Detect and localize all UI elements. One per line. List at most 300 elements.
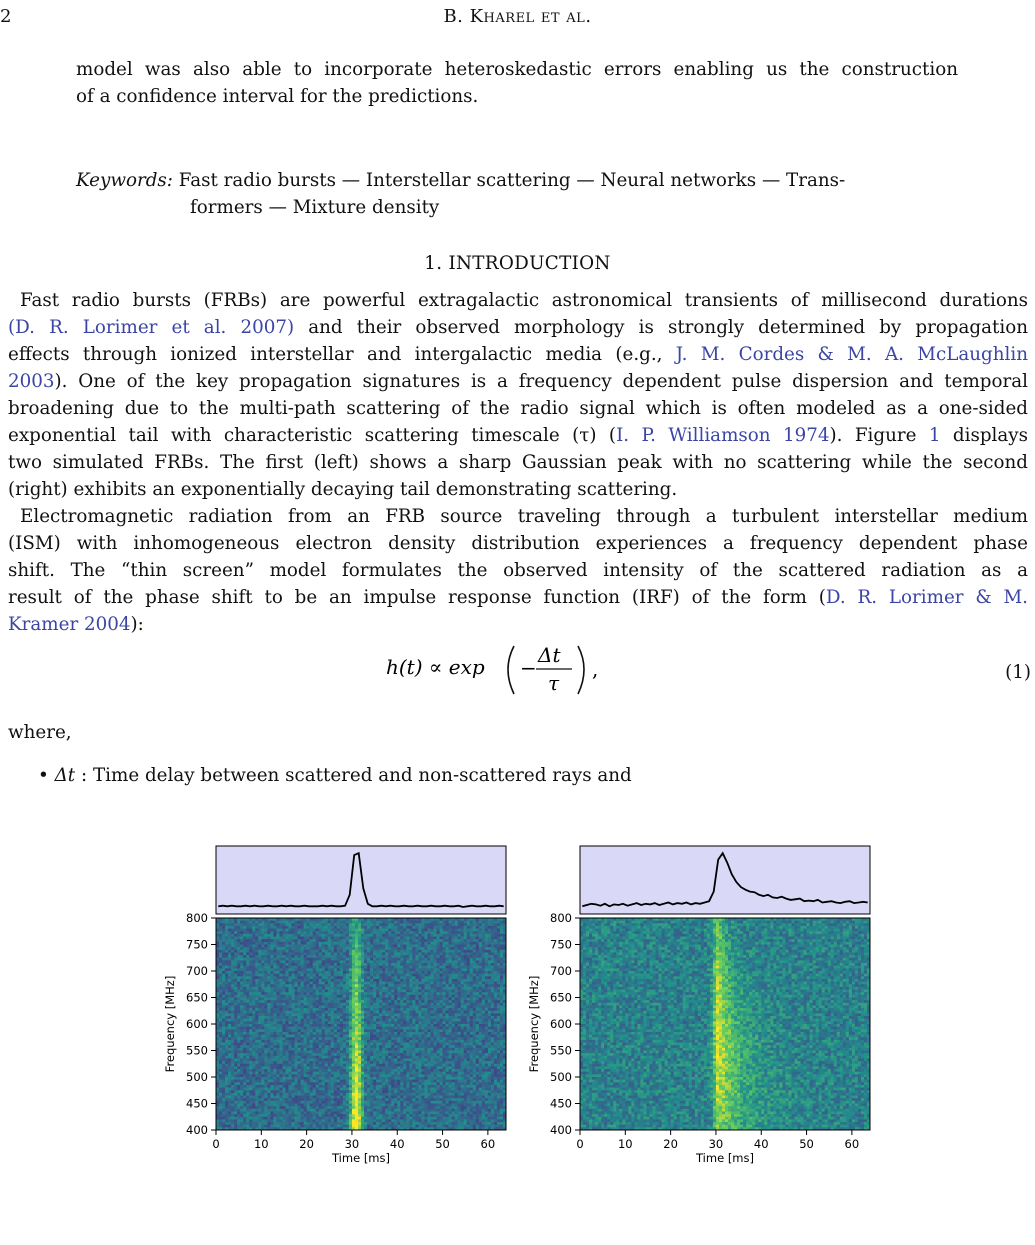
heatmap-cell <box>307 942 310 945</box>
heatmap-cell <box>325 960 328 963</box>
heatmap-cell <box>292 1037 295 1040</box>
heatmap-cell <box>319 1011 322 1014</box>
heatmap-cell <box>434 1032 437 1035</box>
heatmap-cell <box>418 1040 421 1043</box>
heatmap-cell <box>352 921 355 924</box>
heatmap-cell <box>497 992 500 995</box>
heatmap-cell <box>476 1029 479 1032</box>
citation-link[interactable]: (D. R. Lorimer et al. 2007) <box>8 317 295 338</box>
heatmap-cell <box>273 1011 276 1014</box>
heatmap-cell <box>276 1013 279 1016</box>
heatmap-cell <box>470 998 473 1001</box>
heatmap-cell <box>485 1024 488 1027</box>
heatmap-cell <box>434 979 437 982</box>
heatmap-cell <box>243 990 246 993</box>
heatmap-cell <box>394 992 397 995</box>
heatmap-cell <box>382 976 385 979</box>
heatmap-cell <box>264 955 267 958</box>
heatmap-cell <box>500 1024 503 1027</box>
heatmap-cell <box>479 1011 482 1014</box>
heatmap-cell <box>385 1037 388 1040</box>
heatmap-cell <box>427 923 430 926</box>
heatmap-cell <box>364 1045 367 1048</box>
heatmap-cell <box>237 950 240 953</box>
citation-link[interactable]: D. R. Lorimer & M. <box>825 587 1028 608</box>
heatmap-cell <box>337 1053 340 1056</box>
heatmap-cell <box>355 982 358 985</box>
heatmap-cell <box>298 1043 301 1046</box>
heatmap-cell <box>355 1035 358 1038</box>
heatmap-cell <box>264 952 267 955</box>
heatmap-cell <box>497 963 500 966</box>
heatmap-cell <box>228 1032 231 1035</box>
heatmap-cell <box>361 945 364 948</box>
heatmap-cell <box>382 1008 385 1011</box>
heatmap-cell <box>328 968 331 971</box>
heatmap-cell <box>446 947 449 950</box>
heatmap-cell <box>343 1032 346 1035</box>
heatmap-cell <box>355 1043 358 1046</box>
heatmap-cell <box>349 963 352 966</box>
heatmap-cell <box>234 960 237 963</box>
heatmap-cell <box>470 937 473 940</box>
heatmap-cell <box>225 1035 228 1038</box>
heatmap-cell <box>421 950 424 953</box>
heatmap-cell <box>273 942 276 945</box>
heatmap-cell <box>310 1024 313 1027</box>
heatmap-cell <box>343 990 346 993</box>
heatmap-cell <box>364 998 367 1001</box>
heatmap-cell <box>316 1000 319 1003</box>
heatmap-cell <box>337 939 340 942</box>
heatmap-cell <box>455 950 458 953</box>
heatmap-cell <box>328 1043 331 1046</box>
citation-link[interactable]: I. P. Williamson 1974 <box>616 425 830 446</box>
heatmap-cell <box>225 929 228 932</box>
heatmap-cell <box>325 921 328 924</box>
heatmap-cell <box>289 1003 292 1006</box>
heatmap-cell <box>434 968 437 971</box>
heatmap-cell <box>367 984 370 987</box>
heatmap-cell <box>325 976 328 979</box>
heatmap-cell <box>243 1043 246 1046</box>
heatmap-cell <box>240 987 243 990</box>
heatmap-cell <box>249 934 252 937</box>
heatmap-cell <box>343 1027 346 1030</box>
heatmap-cell <box>337 1005 340 1008</box>
para2-line: shift. The “thin screen” model formulates the observed intensity of the scattered radiation as a <box>8 560 1028 581</box>
heatmap-cell <box>219 966 222 969</box>
heatmap-cell <box>285 1048 288 1051</box>
heatmap-cell <box>367 1024 370 1027</box>
heatmap-cell <box>255 974 258 977</box>
heatmap-cell <box>461 1032 464 1035</box>
heatmap-cell <box>298 1029 301 1032</box>
heatmap-cell <box>340 1005 343 1008</box>
heatmap-cell <box>412 1035 415 1038</box>
heatmap-cell <box>443 1035 446 1038</box>
heatmap-cell <box>255 952 258 955</box>
heatmap-cell <box>304 921 307 924</box>
heatmap-cell <box>355 923 358 926</box>
heatmap-cell <box>246 1053 249 1056</box>
heatmap-cell <box>289 1048 292 1051</box>
heatmap-cell <box>437 966 440 969</box>
heatmap-cell <box>394 1035 397 1038</box>
heatmap-cell <box>367 966 370 969</box>
heatmap-cell <box>316 1016 319 1019</box>
heatmap-cell <box>379 984 382 987</box>
heatmap-cell <box>449 942 452 945</box>
heatmap-cell <box>352 937 355 940</box>
heatmap-cell <box>467 974 470 977</box>
heatmap-cell <box>379 971 382 974</box>
heatmap-cell <box>343 1053 346 1056</box>
heatmap-cell <box>216 960 219 963</box>
heatmap-cell <box>494 1019 497 1022</box>
heatmap-cell <box>430 968 433 971</box>
heatmap-cell <box>322 1048 325 1051</box>
heatmap-cell <box>313 945 316 948</box>
heatmap-cell <box>316 990 319 993</box>
heatmap-cell <box>364 955 367 958</box>
heatmap-cell <box>228 1048 231 1051</box>
heatmap-cell <box>361 1019 364 1022</box>
heatmap-cell <box>304 1000 307 1003</box>
heatmap-cell <box>391 1016 394 1019</box>
heatmap-cell <box>461 1021 464 1024</box>
heatmap-cell <box>373 992 376 995</box>
heatmap-cell <box>255 1037 258 1040</box>
heatmap-cell <box>482 1027 485 1030</box>
heatmap-cell <box>373 974 376 977</box>
heatmap-cell <box>488 1021 491 1024</box>
heatmap-cell <box>415 1040 418 1043</box>
heatmap-cell <box>406 998 409 1001</box>
heatmap-cell <box>358 966 361 969</box>
heatmap-cell <box>282 1035 285 1038</box>
heatmap-cell <box>352 1043 355 1046</box>
heatmap-cell <box>343 1016 346 1019</box>
heatmap-cell <box>430 1008 433 1011</box>
heatmap-cell <box>397 931 400 934</box>
heatmap-cell <box>246 1016 249 1019</box>
heatmap-cell <box>225 921 228 924</box>
heatmap-cell <box>252 979 255 982</box>
heatmap-cell <box>385 1043 388 1046</box>
heatmap-cell <box>258 987 261 990</box>
heatmap-cell <box>343 1000 346 1003</box>
heatmap-cell <box>316 942 319 945</box>
heatmap-cell <box>418 966 421 969</box>
heatmap-cell <box>464 987 467 990</box>
heatmap-cell <box>473 929 476 932</box>
heatmap-cell <box>307 931 310 934</box>
citation-link[interactable]: 2003 <box>8 371 55 392</box>
heatmap-cell <box>240 947 243 950</box>
heatmap-cell <box>421 979 424 982</box>
heatmap-cell <box>216 1000 219 1003</box>
heatmap-cell <box>412 1021 415 1024</box>
heatmap-cell <box>334 1000 337 1003</box>
heatmap-cell <box>400 1043 403 1046</box>
heatmap-cell <box>473 1019 476 1022</box>
heatmap-cell <box>409 1016 412 1019</box>
heatmap-cell <box>231 1016 234 1019</box>
heatmap-cell <box>467 929 470 932</box>
heatmap-cell <box>497 982 500 985</box>
heatmap-cell <box>258 931 261 934</box>
heatmap-cell <box>219 987 222 990</box>
heatmap-cell <box>406 1051 409 1054</box>
heatmap-cell <box>267 929 270 932</box>
heatmap-cell <box>349 1008 352 1011</box>
heatmap-cell <box>397 947 400 950</box>
heatmap-cell <box>482 955 485 958</box>
heatmap-cell <box>231 1037 234 1040</box>
heatmap-cell <box>349 937 352 940</box>
heatmap-cell <box>406 974 409 977</box>
heatmap-cell <box>470 990 473 993</box>
heatmap-cell <box>289 990 292 993</box>
heatmap-cell <box>225 1005 228 1008</box>
heatmap-cell <box>473 992 476 995</box>
heatmap-cell <box>388 971 391 974</box>
heatmap-cell <box>427 998 430 1001</box>
heatmap-cell <box>464 982 467 985</box>
heatmap-cell <box>388 942 391 945</box>
heatmap-cell <box>379 955 382 958</box>
heatmap-cell <box>352 926 355 929</box>
heatmap-cell <box>328 923 331 926</box>
heatmap-cell <box>440 976 443 979</box>
heatmap-cell <box>446 934 449 937</box>
heatmap-cell <box>434 971 437 974</box>
heatmap-cell <box>267 982 270 985</box>
heatmap-cell <box>276 1011 279 1014</box>
heatmap-cell <box>491 971 494 974</box>
heatmap-cell <box>234 1003 237 1006</box>
heatmap-cell <box>415 1021 418 1024</box>
heatmap-cell <box>461 1000 464 1003</box>
heatmap-cell <box>225 1019 228 1022</box>
heatmap-cell <box>464 984 467 987</box>
heatmap-cell <box>219 958 222 961</box>
heatmap-cell <box>473 939 476 942</box>
heatmap-cell <box>337 1003 340 1006</box>
heatmap-cell <box>409 929 412 932</box>
heatmap-cell <box>440 960 443 963</box>
heatmap-cell <box>289 1035 292 1038</box>
heatmap-cell <box>349 974 352 977</box>
heatmap-cell <box>279 926 282 929</box>
heatmap-cell <box>455 968 458 971</box>
heatmap-cell <box>270 1021 273 1024</box>
heatmap-cell <box>430 945 433 948</box>
heatmap-cell <box>310 926 313 929</box>
heatmap-cell <box>403 995 406 998</box>
heatmap-cell <box>328 945 331 948</box>
heatmap-cell <box>343 1029 346 1032</box>
heatmap-cell <box>316 1035 319 1038</box>
heatmap-cell <box>473 1040 476 1043</box>
heatmap-cell <box>322 963 325 966</box>
heatmap-cell <box>418 998 421 1001</box>
heatmap-cell <box>500 1000 503 1003</box>
heatmap-cell <box>246 945 249 948</box>
heatmap-cell <box>409 1003 412 1006</box>
heatmap-cell <box>219 1029 222 1032</box>
heatmap-cell <box>406 1045 409 1048</box>
heatmap-cell <box>482 968 485 971</box>
heatmap-cell <box>343 968 346 971</box>
heatmap-cell <box>394 952 397 955</box>
heatmap-cell <box>264 998 267 1001</box>
heatmap-cell <box>458 958 461 961</box>
heatmap-cell <box>292 960 295 963</box>
heatmap-cell <box>216 984 219 987</box>
citation-link[interactable]: J. M. Cordes & M. A. McLaughlin <box>675 344 1028 365</box>
heatmap-cell <box>346 1029 349 1032</box>
heatmap-cell <box>319 1053 322 1056</box>
heatmap-cell <box>388 966 391 969</box>
heatmap-cell <box>443 1040 446 1043</box>
heatmap-cell <box>231 963 234 966</box>
heatmap-cell <box>479 982 482 985</box>
heatmap-cell <box>494 1048 497 1051</box>
heatmap-cell <box>458 1032 461 1035</box>
heatmap-cell <box>252 990 255 993</box>
heatmap-cell <box>379 1011 382 1014</box>
heatmap-cell <box>391 1008 394 1011</box>
heatmap-cell <box>219 942 222 945</box>
heatmap-cell <box>470 1016 473 1019</box>
heatmap-cell <box>264 921 267 924</box>
heatmap-cell <box>482 950 485 953</box>
heatmap-cell <box>279 976 282 979</box>
heatmap-cell <box>364 958 367 961</box>
heatmap-cell <box>346 1000 349 1003</box>
heatmap-cell <box>488 947 491 950</box>
heatmap-cell <box>267 939 270 942</box>
heatmap-cell <box>382 1045 385 1048</box>
heatmap-cell <box>361 960 364 963</box>
heatmap-cell <box>334 960 337 963</box>
heatmap-cell <box>249 971 252 974</box>
heatmap-cell <box>325 979 328 982</box>
heatmap-cell <box>437 960 440 963</box>
heatmap-cell <box>491 1043 494 1046</box>
heatmap-cell <box>313 1043 316 1046</box>
heatmap-cell <box>273 1053 276 1056</box>
heatmap-cell <box>476 1051 479 1054</box>
heatmap-cell <box>482 934 485 937</box>
heatmap-cell <box>249 963 252 966</box>
heatmap-cell <box>252 939 255 942</box>
heatmap-cell <box>255 976 258 979</box>
heatmap-cell <box>446 968 449 971</box>
heatmap-cell <box>276 971 279 974</box>
heatmap-cell <box>301 1048 304 1051</box>
eq-minus: − <box>520 656 537 680</box>
heatmap-cell <box>322 958 325 961</box>
heatmap-cell <box>497 1008 500 1011</box>
heatmap-cell <box>298 968 301 971</box>
heatmap-cell <box>331 937 334 940</box>
heatmap-cell <box>298 990 301 993</box>
heatmap-cell <box>464 1040 467 1043</box>
heatmap-cell <box>497 939 500 942</box>
heatmap-cell <box>412 974 415 977</box>
heatmap-cell <box>352 939 355 942</box>
heatmap-cell <box>373 1005 376 1008</box>
heatmap-cell <box>228 947 231 950</box>
heatmap-cell <box>443 926 446 929</box>
heatmap-cell <box>430 921 433 924</box>
heatmap-cell <box>361 923 364 926</box>
heatmap-cell <box>479 947 482 950</box>
heatmap-cell <box>346 1037 349 1040</box>
heatmap-cell <box>388 1008 391 1011</box>
figure-ref-link[interactable]: 1 <box>928 425 941 446</box>
heatmap-cell <box>361 1013 364 1016</box>
heatmap-cell <box>264 968 267 971</box>
heatmap-cell <box>379 937 382 940</box>
heatmap-cell <box>358 1029 361 1032</box>
heatmap-cell <box>252 1021 255 1024</box>
heatmap-cell <box>373 921 376 924</box>
heatmap-cell <box>307 1051 310 1054</box>
heatmap-cell <box>270 939 273 942</box>
heatmap-cell <box>412 979 415 982</box>
heatmap-cell <box>331 979 334 982</box>
heatmap-cell <box>219 1040 222 1043</box>
heatmap-cell <box>470 966 473 969</box>
heatmap-cell <box>397 1040 400 1043</box>
heatmap-cell <box>434 1003 437 1006</box>
heatmap-cell <box>346 921 349 924</box>
heatmap-cell <box>491 966 494 969</box>
heatmap-cell <box>240 1053 243 1056</box>
heatmap-cell <box>343 1013 346 1016</box>
heatmap-cell <box>482 1019 485 1022</box>
heatmap-cell <box>476 1032 479 1035</box>
heatmap-cell <box>467 1021 470 1024</box>
heatmap-cell <box>406 1040 409 1043</box>
heatmap-cell <box>476 937 479 940</box>
heatmap-cell <box>485 1029 488 1032</box>
heatmap-cell <box>367 1043 370 1046</box>
heatmap-cell <box>228 1003 231 1006</box>
heatmap-cell <box>370 966 373 969</box>
heatmap-cell <box>427 1024 430 1027</box>
heatmap-cell <box>222 968 225 971</box>
heatmap-cell <box>295 1053 298 1056</box>
heatmap-cell <box>452 1011 455 1014</box>
heatmap-cell <box>376 937 379 940</box>
heatmap-cell <box>491 979 494 982</box>
citation-link[interactable]: Kramer 2004 <box>8 614 131 635</box>
heatmap-cell <box>328 976 331 979</box>
heatmap-cell <box>276 1032 279 1035</box>
heatmap-cell <box>367 987 370 990</box>
heatmap-cell <box>225 998 228 1001</box>
heatmap-cell <box>364 995 367 998</box>
heatmap-cell <box>216 1053 219 1056</box>
heatmap-cell <box>494 963 497 966</box>
heatmap-cell <box>434 950 437 953</box>
heatmap-cell <box>337 1035 340 1038</box>
